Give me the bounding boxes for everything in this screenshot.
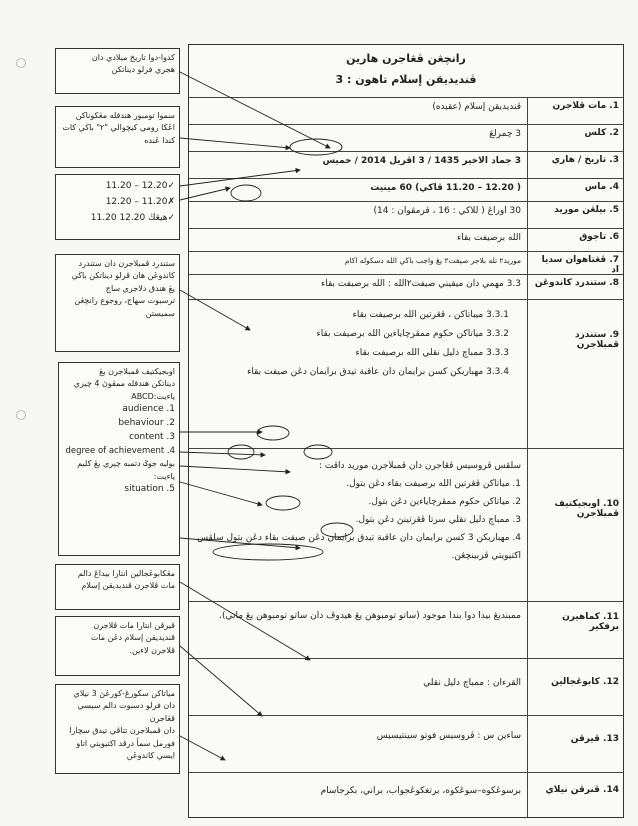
note-line: ڤلاجرن لاءين. <box>129 645 175 655</box>
row-value: موريد٢ تله بلاجر صيفت٢ يڠ واجب باڬي الله دسكوله اكام <box>344 256 521 265</box>
table-row <box>189 151 623 178</box>
note-line: سموا تومبور هندقله مڠكوناكن <box>75 111 175 120</box>
row-value: ساءين س : ڤروسيس فوتو سينتيسيس <box>376 731 521 741</box>
objective-item: 3. ممباچ دليل نقلي سرتا ڤڠرتينڽ دڠن بتول. <box>355 515 521 525</box>
objective-item: 4. مهباريكن 3 كسن برايمان دان عاقبة تيدق برايمان دڠن صيفت بقاء دڠن بتول سلڤس اكتيويتي ڤربينچڠن. <box>197 533 521 561</box>
note-line: content .3 <box>129 432 175 443</box>
row-value <box>189 449 527 601</box>
note-line: behaviour .2 <box>118 418 175 429</box>
note-line: هجري فرلو ديناتكن <box>111 65 175 75</box>
learning-standard-item: 3.3.4 مهباريكن كسن برايمان دان عاقبة تيدق برايمان دڠن صيفت بقاء <box>247 366 509 377</box>
row-label: 9. ستندرد ڤمبلاجرن <box>527 300 623 448</box>
table-row <box>189 124 623 151</box>
title-line-2: ڤنديديقن إسلام تاهون : 3 <box>335 72 477 86</box>
row-label: 4. ماس <box>527 179 623 201</box>
table-row <box>189 601 623 658</box>
note-line: سميستن <box>145 308 175 318</box>
note-line: ديناتكن هندقله ممڤوڽ 4 چيري <box>73 379 175 389</box>
side-note-standards <box>55 254 180 352</box>
note-line: دان ڤمبلاجرن تتاڤي تيدق سچارا <box>69 726 175 736</box>
row-label: 3. تاريخ / هاري <box>527 152 623 178</box>
row-value: 3 چمرلڠ <box>489 129 521 139</box>
objective-item: 1. مياتاكن ڤڠرتين الله برصيفت بقاء دڠن بتول. <box>346 479 521 489</box>
title-line-1: رانچڠن ڤڠاجرن هارين <box>346 52 466 65</box>
row-value: ( 12.20 – 11.20 ڤاكي) 60 مينيت <box>370 183 521 193</box>
table-header-row <box>189 45 623 97</box>
table-row <box>189 715 623 772</box>
note-line: 11.20 هيڠڬ 12.20✓ <box>90 213 175 224</box>
table-row <box>189 274 623 299</box>
note-line: اوبجيكتيف ڤمبلاجرن يڠ <box>99 367 175 376</box>
note-line: كدوا-دوا تاريخ ميلادي دان <box>91 53 175 62</box>
objective-item: 2. مياتاكن حكوم ممڤرچاياءين دڠن بتول. <box>368 497 521 507</box>
binder-hole <box>16 410 26 420</box>
lesson-plan-table <box>188 44 624 818</box>
note-line: مياتاكن سكورڠ-كورڠڽ 3 نيلاي <box>73 689 175 698</box>
note-line: degree of achievement .4 <box>65 445 175 456</box>
row-label: 7. ڤڠتاهوان سديا اد <box>527 252 623 274</box>
note-line: ترسبوت سهاج، روجوع رانچڠن <box>74 296 175 306</box>
note-line: كندا ڠنده <box>144 135 175 145</box>
note-line: كاندوڠن هان ڤرلو ديناتكن باڬي <box>71 271 175 281</box>
table-row <box>189 97 623 124</box>
table-row <box>189 251 623 274</box>
note-line: مات ڤلاجرن ڤنديديقن إسلام <box>81 581 175 591</box>
note-line: اڠكا رومي كيچوالي "٢" باڬي كات <box>62 123 175 133</box>
row-label: 12. كابوڠجالين <box>527 659 623 715</box>
note-line: situation .5 <box>124 483 175 494</box>
row-label: 8. ستندرد كاندوڠن <box>527 275 623 299</box>
note-line: ياءيت: <box>153 471 175 481</box>
row-label: 14. ڤنرڤن نيلاي <box>527 773 623 817</box>
row-label: 11. كماهيرن برفكير <box>527 602 623 658</box>
note-line: ڤنديديقن إسلام دڠن مات <box>90 633 175 643</box>
table-row <box>189 201 623 228</box>
note-line: ڤيرڤن انتارا مات ڤلاجرن <box>93 621 175 630</box>
row-label: 1. مات ڤلاجرن <box>527 98 623 124</box>
row-value: الله برصيفت بقاء <box>456 233 521 243</box>
note-line: دان فرلو دسبوت دالم سيسي ڤڠاجرن <box>77 701 175 723</box>
row-value: 3.3 مهمي دان ميقيني صيفت٢الله : الله برصيفت بقاء <box>320 279 521 289</box>
table-row <box>189 178 623 201</box>
objective-intro: سلڤس ڤروسيس ڤڠاجرن دان ڤمبلاجرن موريد داڤت : <box>318 461 521 471</box>
note-line: بوليه جوݢ دتمبه چيري يڠ كليم <box>77 459 175 469</box>
row-label: 13. ڤيرڤن <box>527 716 623 772</box>
note-line: ياءيت:ABCD <box>131 391 175 401</box>
row-label: 5. بيلڠن موريد <box>527 202 623 228</box>
note-line: ايسي كاندوڠن <box>126 750 175 760</box>
note-line: 12.20 – 11.20✗ <box>105 197 175 208</box>
table-row <box>189 228 623 251</box>
row-value: ڤنديديقن إسلام (عقيده) <box>432 102 521 112</box>
side-note-objectives <box>58 362 180 556</box>
note-line: ستندرد ڤمبلاجرن دان ستندرد <box>78 259 175 268</box>
row-value: 3 جماد الاخير 1435 / 3 اڤريل 2014 / خميس <box>322 156 521 166</box>
table-row <box>189 448 623 601</box>
note-line: audience .1 <box>122 404 175 415</box>
side-note-integration <box>55 564 180 610</box>
note-line: مڠكابوڠجالين انتارا بيداڠ دالم <box>77 569 175 578</box>
row-label: 6. تاجوق <box>527 229 623 251</box>
note-line: 11.20 – 12.20✓ <box>105 181 175 191</box>
row-value: برسوڠكوه–سوڠكوه، برتغكوڠجواب، براني، بكرجاسام <box>320 786 521 796</box>
binder-hole <box>16 58 26 68</box>
row-value <box>189 300 527 448</box>
table-row <box>189 299 623 448</box>
table-row <box>189 658 623 715</box>
side-note-values <box>55 684 180 774</box>
note-line: فورمل سمأ درڤد اكتيويتي اتاو <box>76 738 175 748</box>
row-value: القرءان : ممباچ دليل نقلي <box>423 678 521 688</box>
row-label: 2. كلس <box>527 125 623 151</box>
row-label: 10. اوبجيكتيف ڤمبلاجرن <box>527 449 623 601</box>
table-row <box>189 772 623 817</box>
side-note-time <box>55 174 180 240</box>
learning-standard-item: 3.3.2 مياتاكن حكوم ممڤرچاياءين الله برصيفت بقاء <box>316 328 509 339</box>
table-title <box>189 45 623 97</box>
row-value: ممبنديڠ بيدا دوا بندا موجود (ساتو تومبوهن يڠ هيدوڤ دان ساتو تومبوهن يڠ ماتي). <box>219 611 521 621</box>
row-value: 30 اوراڠ ( للاكي : 16 ، ڤرمڤوان : 14) <box>373 206 521 216</box>
learning-standard-item: 3.3.3 ممباچ دليل نقلي الله برصيفت بقاء <box>355 347 509 358</box>
learning-standard-item: 3.3.1 ميباتاكن ، ڤڠرتين الله برصيفت بقاء <box>352 310 509 320</box>
side-note-numbers <box>55 106 180 168</box>
side-note-date <box>55 48 180 94</box>
side-note-crosscurricular <box>55 616 180 676</box>
note-line: يڠ هندق دلاجري ساج <box>105 283 175 293</box>
